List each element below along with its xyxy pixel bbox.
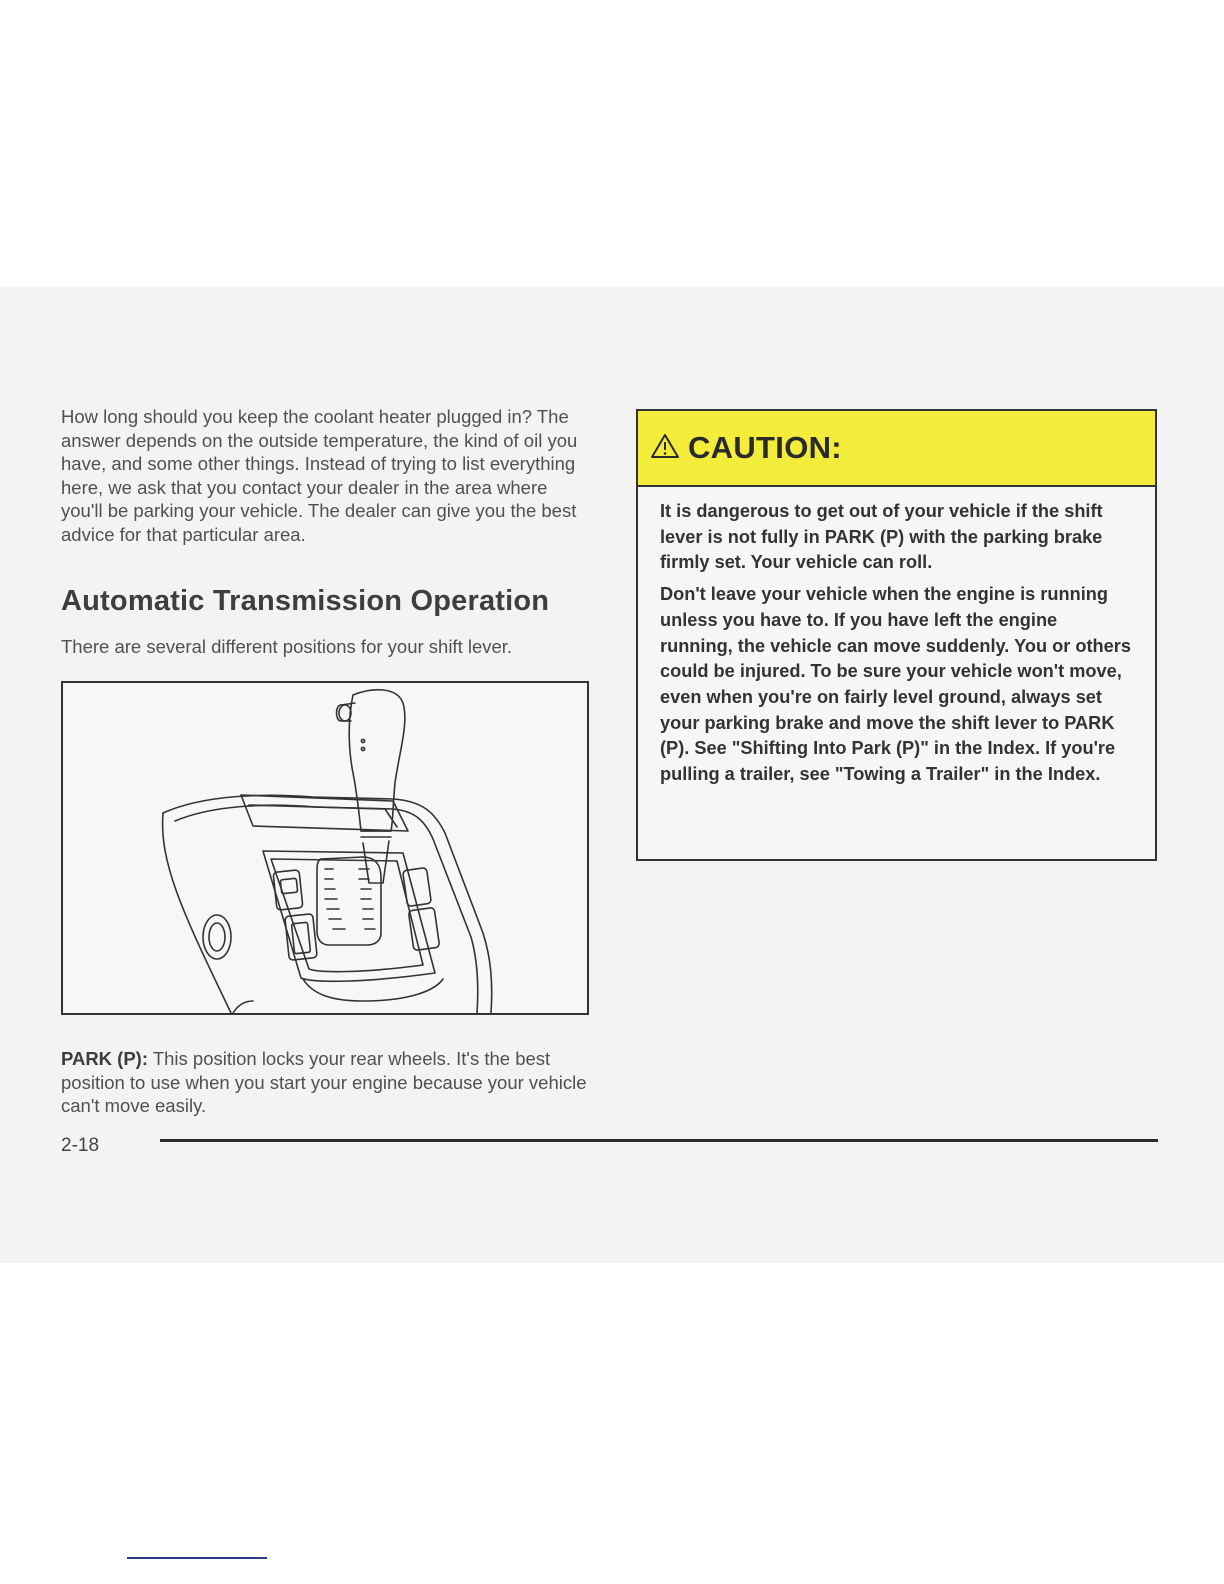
- park-description: [61, 1047, 597, 1118]
- warning-triangle-icon: [650, 432, 680, 465]
- page-number: 2-18: [61, 1135, 100, 1156]
- caution-box: [636, 409, 1157, 861]
- caution-paragraph-2: Don't leave your vehicle when the engine is running unless you have to. If you have left the engine running, the vehicle can move suddenly. You or others could be injured. To be sure your vehicle won't move, even when you're on fairly level ground, always set your parking brake and move the shift lever to PARK (P). See "Shifting Into Park (P)" in the Index. If you're pulling a trailer, see "Towing a Trailer" in the Index.: [660, 584, 1131, 785]
- caution-body: [638, 487, 1155, 788]
- caution-header: [638, 411, 1155, 487]
- shift-lever-illustration: [61, 681, 589, 1015]
- park-text: This position locks your rear wheels. It's the best position to use when you start your engine because your vehicle can't move easily.: [61, 1048, 587, 1117]
- caution-title: CAUTION:: [688, 430, 842, 465]
- bottom-underline: [127, 1557, 267, 1559]
- section-heading: Automatic Transmission Operation: [61, 585, 550, 617]
- park-term: PARK (P):: [61, 1048, 149, 1069]
- footer-rule: [160, 1139, 1158, 1142]
- shift-console-drawing: [63, 683, 587, 1013]
- intro-paragraph: How long should you keep the coolant heater plugged in? The answer depends on the outside temperature, the kind of oil you have, and some other things. Instead of trying to list everything here, we ask that you contact your dealer in the area where you'll be parking your vehicle. The dealer can give you the best advice for that particular area.: [61, 406, 578, 545]
- left-column: [61, 405, 593, 547]
- section-intro: There are several different positions for your shift lever.: [61, 636, 513, 657]
- caution-paragraph-1: It is dangerous to get out of your vehicle if the shift lever is not fully in PARK (P) with the parking brake firmly set. Your vehicle can roll.: [660, 501, 1103, 573]
